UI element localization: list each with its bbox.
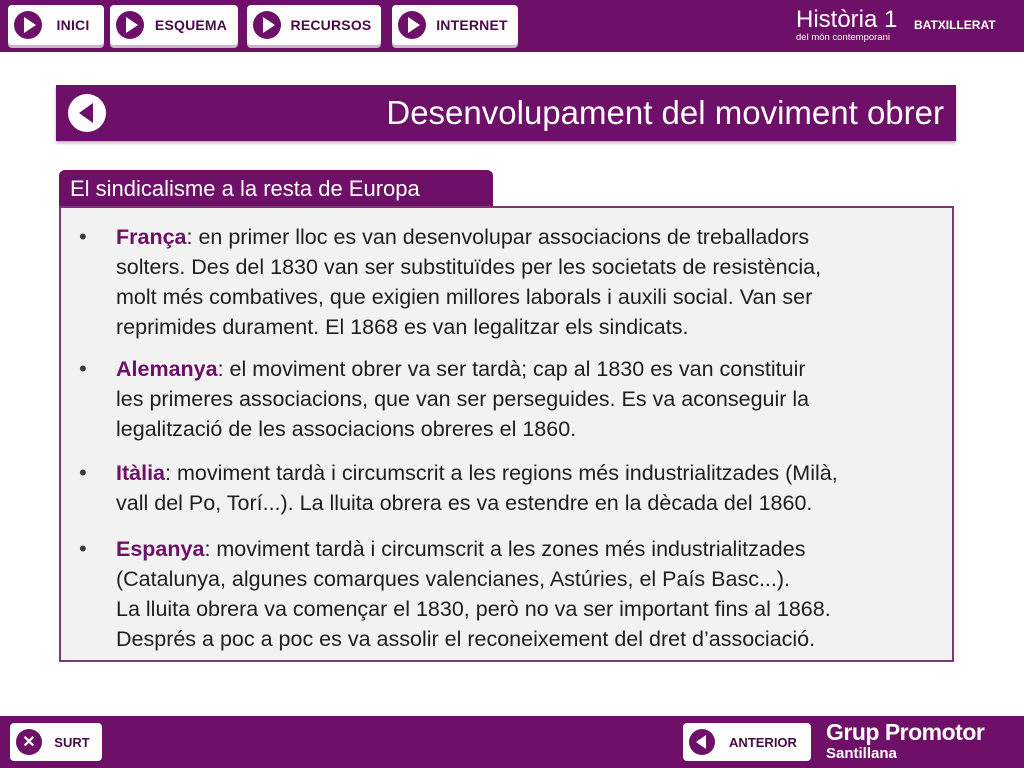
item-line: solters. Des del 1830 van ser substituïdes per les societats de resistència, bbox=[116, 255, 822, 279]
item-line: : moviment tardà i circumscrit a les regions més industrialitzades (Milà, bbox=[165, 461, 838, 485]
exit-label: SURT bbox=[54, 734, 90, 750]
inici-button[interactable] bbox=[8, 5, 104, 45]
play-icon bbox=[398, 11, 426, 39]
left-arrow-icon bbox=[79, 103, 93, 123]
previous-button[interactable] bbox=[683, 723, 811, 761]
item-text bbox=[116, 534, 831, 654]
internet-label: INTERNET bbox=[436, 17, 508, 33]
play-icon bbox=[253, 11, 281, 39]
content-box bbox=[59, 206, 954, 662]
item-line: : en primer lloc es van desenvolupar associacions de treballadors bbox=[186, 225, 810, 249]
title-band bbox=[56, 85, 956, 141]
brand-logo bbox=[796, 6, 996, 43]
item-line: vall del Po, Torí...). La lluita obrera es va estendre en la dècada del 1860. bbox=[116, 491, 813, 515]
item-line: : el moviment obrer va ser tardà; cap al 1830 es van constituir bbox=[217, 357, 806, 381]
publisher-line1: Grup Promotor bbox=[826, 719, 985, 745]
previous-label: ANTERIOR bbox=[729, 734, 797, 750]
recursos-button[interactable] bbox=[247, 5, 381, 45]
brand-subtitle: del món contemporani bbox=[796, 32, 890, 43]
brand-title: Història 1 bbox=[796, 6, 898, 33]
bullet-icon: • bbox=[79, 356, 87, 381]
esquema-button[interactable] bbox=[110, 5, 238, 45]
item-line: les primeres associacions, que van ser perseguides. Es va aconseguir la bbox=[116, 387, 810, 411]
item-line: molt més combatives, que exigien millores laborals i auxili social. Van ser bbox=[116, 285, 813, 309]
item-line: (Catalunya, algunes comarques valencianes, Astúries, el País Basc...). bbox=[116, 567, 791, 591]
close-icon: ✕ bbox=[16, 729, 42, 755]
top-nav-bar bbox=[0, 0, 1024, 52]
recursos-label: RECURSOS bbox=[290, 17, 372, 33]
play-icon bbox=[14, 11, 42, 39]
publisher-logo bbox=[826, 720, 984, 762]
internet-button[interactable] bbox=[392, 5, 518, 45]
bullet-icon: • bbox=[79, 536, 87, 561]
item-text bbox=[116, 222, 821, 342]
left-arrow-icon bbox=[689, 729, 715, 755]
item-text bbox=[116, 458, 838, 518]
page-title: Desenvolupament del moviment obrer bbox=[386, 94, 944, 131]
item-line: reprimides durament. El 1868 es van legalitzar els sindicats. bbox=[116, 315, 689, 339]
item-term: Alemanya bbox=[116, 357, 218, 381]
esquema-label: ESQUEMA bbox=[154, 17, 228, 33]
play-icon bbox=[116, 11, 144, 39]
bullet-icon: • bbox=[79, 224, 87, 249]
section-title: El sindicalisme a la resta de Europa bbox=[70, 176, 420, 201]
inici-label: INICI bbox=[56, 17, 90, 33]
section-tab bbox=[59, 170, 493, 207]
item-line: : moviment tardà i circumscrit a les zones més industrialitzades bbox=[204, 537, 806, 561]
item-term: Itàlia bbox=[116, 461, 165, 485]
item-term: França bbox=[116, 225, 187, 249]
item-term: Espanya bbox=[116, 537, 205, 561]
bottom-bar bbox=[0, 716, 1024, 768]
item-line: Després a poc a poc es va assolir el reconeixement del dret d’associació. bbox=[116, 627, 816, 651]
brand-level: BATXILLERAT bbox=[914, 18, 996, 32]
bullet-icon: • bbox=[79, 460, 87, 485]
exit-button[interactable] bbox=[10, 723, 102, 761]
item-text bbox=[116, 354, 809, 444]
item-line: La lluita obrera va començar el 1830, però no va ser important fins al 1868. bbox=[116, 597, 831, 621]
publisher-line2: Santillana bbox=[826, 745, 897, 762]
item-line: legalització de les associacions obreres el 1860. bbox=[116, 417, 577, 441]
back-arrow-button[interactable] bbox=[68, 94, 106, 132]
